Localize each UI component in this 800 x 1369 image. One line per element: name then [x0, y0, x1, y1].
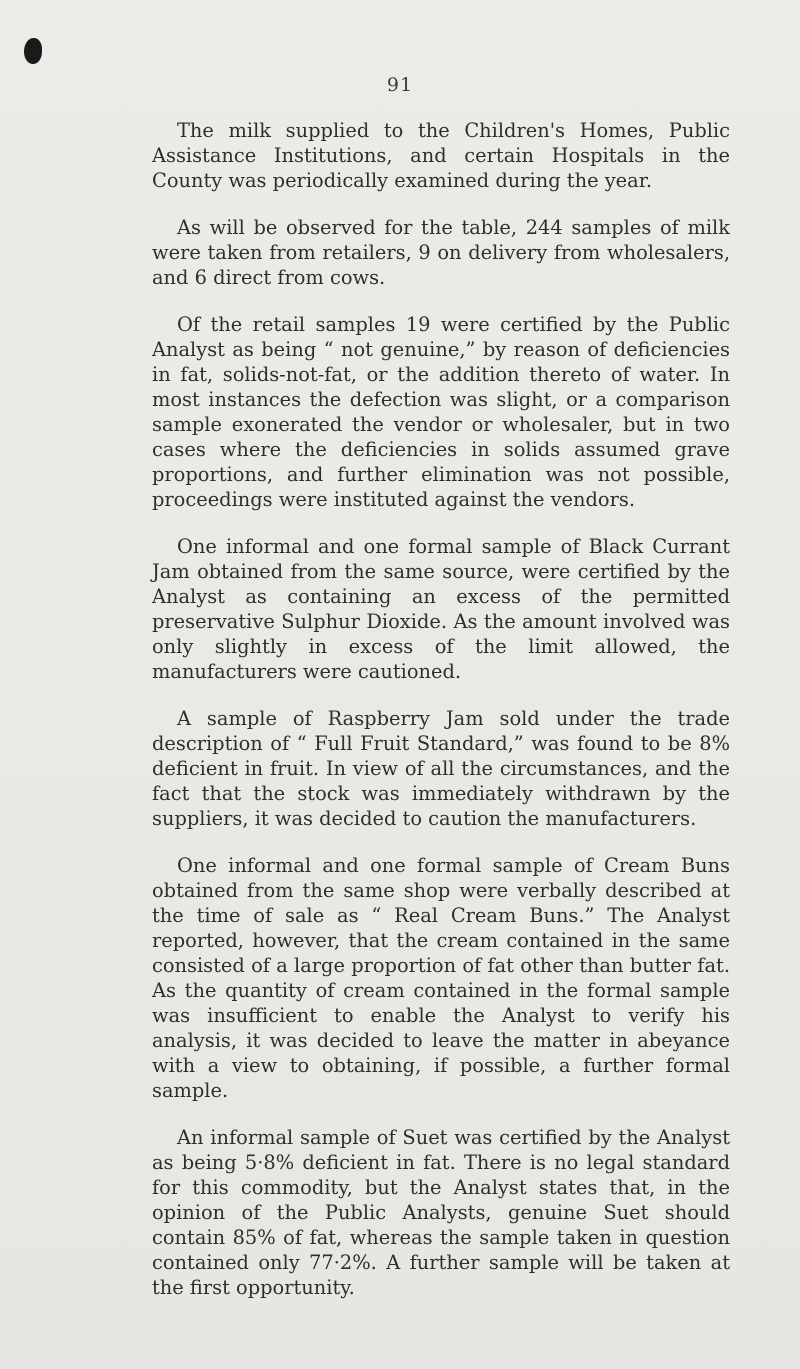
- paragraph-raspberry-jam: A sample of Raspberry Jam sold under the trade description of “ Full Fruit Standard,” was found to be 8% deficient in fruit. In view of all the circumstances, and the fact that the stock was immediately withdrawn by the suppliers, it was decided to caution the manufacturers.: [152, 707, 730, 830]
- paragraph-suet: An informal sample of Suet was certified by the Analyst as being 5·8% deficient in fat. There is no legal standard for this commodity, but the Analyst states that, in the opinion of the Public Analysts, genuine Suet should contain 85% of fat, whereas the sample taken in question contained only 77·2%. A further sample will be taken at the first opportunity.: [152, 1126, 730, 1299]
- paragraph-retail-samples: Of the retail samples 19 were certified by the Public Analyst as being “ not genuine,” by reason of deficiencies in fat, solids-not-fat, or the addition thereto of water. In most instances the defection was slight, or a comparison sample exonerated the vendor or wholesaler, but in two cases where the deficiencies in solids assumed grave proportions, and further elimination was not possible, proceedings were instituted against the vendors.: [152, 313, 730, 511]
- ink-blot: [24, 38, 42, 64]
- paragraph-cream-buns: One informal and one formal sample of Cream Buns obtained from the same shop were verbally described at the time of sale as “ Real Cream Buns.” The Analyst reported, however, that the cream contained in the same consisted of a large proportion of fat other than butter fat. As the quantity of cream contained in the formal sample was insufficient to enable the Analyst to verify his analysis, it was decided to leave the matter in abeyance with a view to obtaining, if possible, a further formal sample.: [152, 854, 730, 1102]
- paragraph-milk-supply: The milk supplied to the Children's Homes, Public Assistance Institutions, and certain Hospitals in the County was periodically examined during the year.: [152, 119, 730, 192]
- paragraph-milk-samples: As will be observed for the table, 244 samples of milk were taken from retailers, 9 on delivery from wholesalers, and 6 direct from cows.: [152, 216, 730, 289]
- paragraph-black-currant-jam: One informal and one formal sample of Black Currant Jam obtained from the same source, were certified by the Analyst as containing an excess of the permitted preservative Sulphur Dioxide. As the amount involved was only slightly in excess of the limit allowed, the manufacturers were cautioned.: [152, 535, 730, 683]
- body-text: [152, 118, 730, 1322]
- page-number: 91: [386, 74, 414, 96]
